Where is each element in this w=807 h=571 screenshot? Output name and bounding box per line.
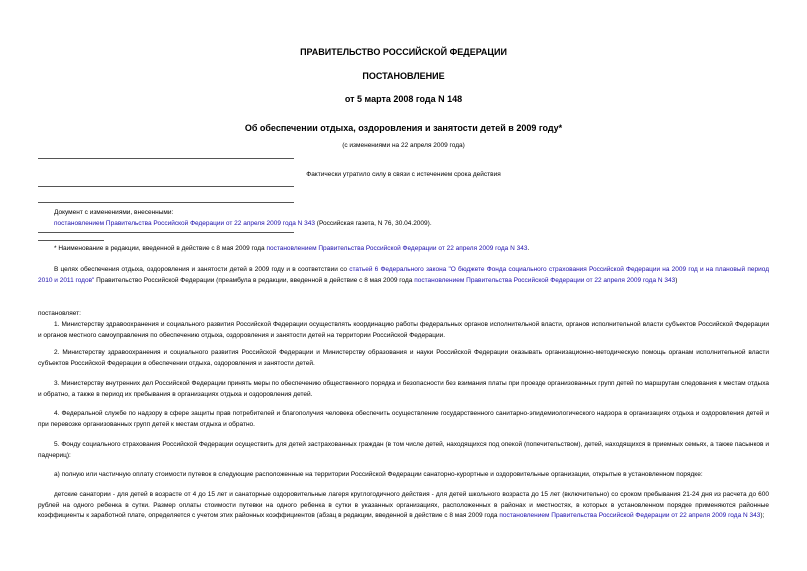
- item-3: 3. Министерству внутренних дел Российской Федерации принять меры по обеспечению общественного порядка и безопасности без взимания платы при проезде организованных групп детей по маршрутам следования к местам отдыха и обратно, а также в период их пребывания в организациях отдыха и оздоровления детей.: [38, 380, 769, 398]
- amendment-link[interactable]: постановлением Правительства Российской Федерации от 22 апреля 2009 года N 343: [54, 219, 315, 227]
- footnote-end: .: [527, 245, 530, 252]
- divider-1: [38, 158, 294, 159]
- item-5: 5. Фонду социального страхования Российской Федерации осуществить для детей застрахованных граждан (в том числе детей, находящихся под опекой (попечительством), детей, находящихся в приемных семьях, а также пасынков и падчериц):: [38, 441, 769, 459]
- item-4: 4. Федеральной службе по надзору в сфере защиты прав потребителей и благополучия человека обеспечить осуществление государственного санитарно-эпидемиологического надзора в организациях отдыха и оздоровления детей и при перевозке организованных групп детей к местам отдыха и обратно.: [38, 410, 769, 428]
- preamble-text-b: Правительство Российской Федерации (преамбула в редакции, введенной в действие с 8 мая 2009 года: [94, 276, 415, 284]
- government-name: ПРАВИТЕЛЬСТВО РОССИЙСКОЙ ФЕДЕРАЦИИ: [300, 47, 507, 57]
- footnote-divider: [38, 240, 104, 241]
- preamble-amendment-link[interactable]: постановлением Правительства Российской Федерации от 22 апреля 2009 года N 343: [414, 276, 676, 284]
- divider-4: [38, 232, 294, 233]
- amendments-block: [54, 208, 774, 229]
- divider-3: [38, 202, 294, 203]
- document-date-number: от 5 марта 2008 года N 148: [344, 94, 463, 104]
- amendments-line: [54, 219, 774, 230]
- sanatorium-amendment-link[interactable]: постановлением Правительства Российской Федерации от 22 апреля 2009 года N 343: [499, 512, 761, 520]
- sanatorium-end: );: [760, 512, 765, 520]
- law-article-link[interactable]: статьей 6 Федерального закона "О бюджете Фонда социального страхования Российской Федерации на 2009 год и на плановый период 2010 и 2011 годов": [38, 266, 769, 284]
- changes-note: (с изменениями на 22 апреля 2009 года): [342, 142, 465, 149]
- item-2: 2. Министерству здравоохранения и социального развития Российской Федерации и Министерству образования и науки Российской Федерации оказывать организационно-методическую помощь органам исполнительной власти субъектов Российской Федерации в обеспечении отдыха, оздоровления и занятости детей.: [38, 349, 769, 367]
- document-type: ПОСТАНОВЛЕНИЕ: [362, 71, 445, 81]
- item-5a: а) полную или частичную оплату стоимости путевок в следующие расположенные на территории Российской Федерации санаторно-курортные и оздоровительные организации, открытые в установленном порядке:: [54, 471, 703, 478]
- footnote-text: * Наименование в редакции, введенной в действие с 8 мая 2009 года: [54, 245, 267, 252]
- status-note: Фактически утратило силу в связи с истечением срока действия: [306, 171, 501, 178]
- footnote: [54, 244, 774, 255]
- sanatorium-paragraph: [38, 490, 769, 522]
- item-1: 1. Министерству здравоохранения и социального развития Российской Федерации осуществлять координацию работы федеральных органов исполнительной власти, органов исполнительной власти субъектов Российской Федерации и органов местного самоуправления по обеспечению отдыха, оздоровления и занятости детей на территории Российской Федерации.: [38, 321, 769, 339]
- preamble: [38, 265, 769, 286]
- footnote-link[interactable]: постановлением Правительства Российской Федерации от 22 апреля 2009 года N 343: [266, 245, 528, 252]
- divider-2: [38, 186, 294, 187]
- preamble-text-c: ): [675, 276, 678, 284]
- document-title: Об обеспечении отдыха, оздоровления и занятости детей в 2009 году*: [244, 123, 563, 133]
- sanatorium-text: детские санатории - для детей в возрасте от 4 до 15 лет и санаторные оздоровительные лагеря круглогодичного действия - для детей школьного возраста до 15 лет (включительно) со сроком пребывания 21-24 дня из расчета до 600 рублей на одного ребенка в сутки. Размер оплаты стоимости путевки на одного ребенка в сутки в указанных организациях, расположенных в районах и местностях, в которых в установленном порядке применяются районные коэффициенты к заработной плате, определяется с учетом этих районных коэффициентов (абзац в редакции, введенной в действие с 8 мая 2009 года: [38, 491, 769, 520]
- amendment-source: (Российская газета, N 76, 30.04.2009).: [315, 219, 432, 227]
- resolves-word: постановляет:: [38, 310, 81, 317]
- preamble-text-a: В целях обеспечения отдыха, оздоровления и занятости детей в 2009 году и в соответствии со: [54, 266, 350, 273]
- amendments-label: Документ с изменениями, внесенными:: [54, 209, 174, 216]
